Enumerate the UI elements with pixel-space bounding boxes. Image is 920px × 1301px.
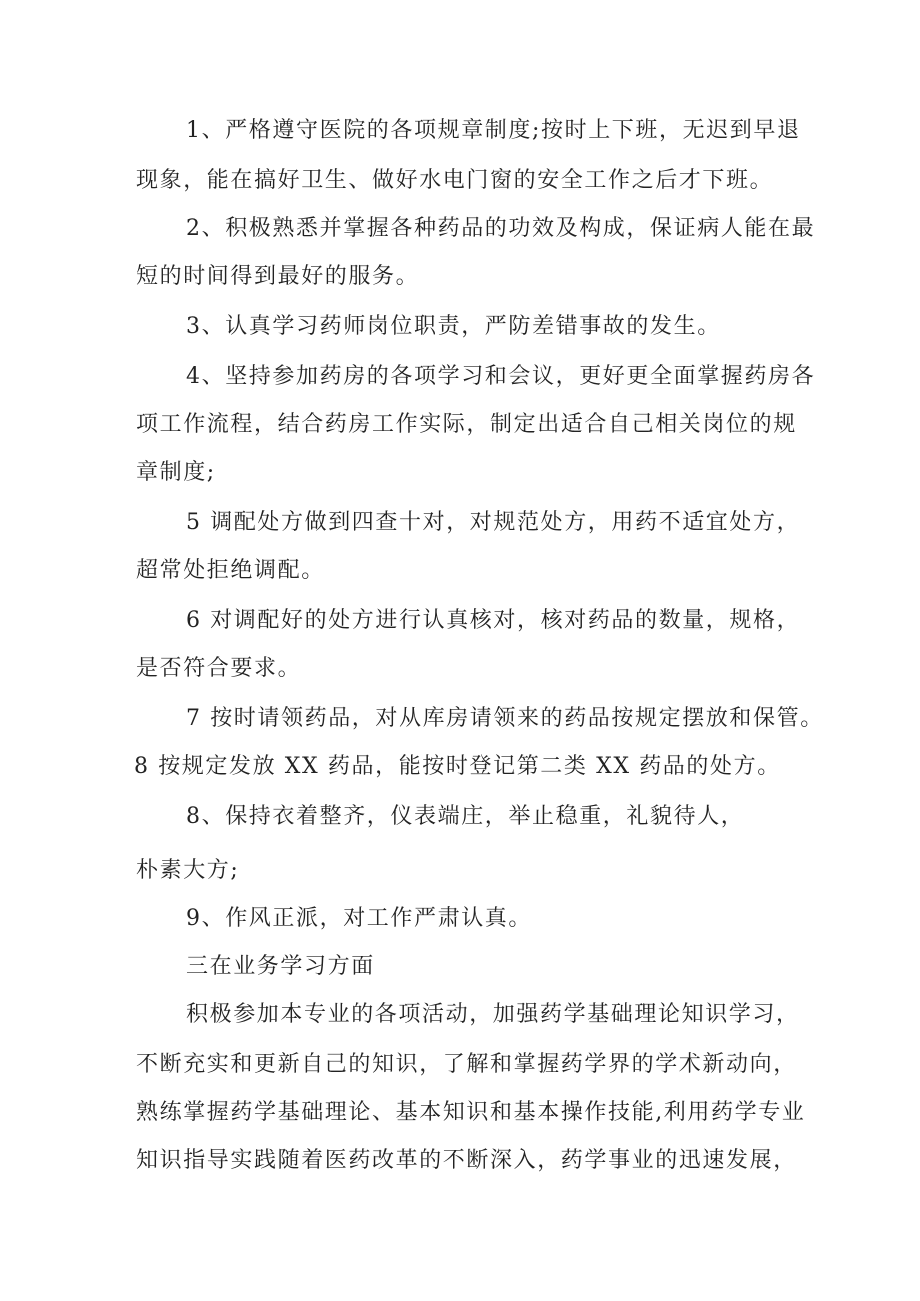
paragraph-11-line-3: 熟练掌握药学基础理论、基本知识和基本操作技能,利用药学专业 bbox=[136, 1100, 806, 1125]
paragraph-8-line-1: 8 按规定发放 XX 药品，能按时登记第二类 XX 药品的处方。 bbox=[134, 754, 781, 779]
paragraph-1-line-1: 1、严格遵守医院的各项规章制度;按时上下班，无迟到早退 bbox=[186, 118, 801, 143]
paragraph-11-line-2: 不断充实和更新自己的知识，了解和掌握药学界的学术新动向， bbox=[136, 1052, 797, 1077]
section-heading: 三在业务学习方面 bbox=[186, 954, 375, 979]
paragraph-10-line-1: 9、作风正派，对工作严肃认真。 bbox=[186, 906, 532, 931]
paragraph-9-line-2: 朴素大方; bbox=[136, 858, 240, 883]
paragraph-5-line-2: 超常处拒绝调配。 bbox=[136, 558, 325, 583]
paragraph-11-line-4: 知识指导实践随着医药改革的不断深入，药学事业的迅速发展， bbox=[136, 1148, 797, 1173]
paragraph-9-line-1: 8、保持衣着整齐，仪表端庄，举止稳重，礼貌待人， bbox=[186, 804, 745, 829]
paragraph-2-line-1: 2、积极熟悉并掌握各种药品的功效及构成，保证病人能在最 bbox=[186, 216, 816, 241]
paragraph-4-line-3: 章制度; bbox=[136, 460, 216, 485]
paragraph-4-line-2: 项工作流程，结合药房工作实际，制定出适合自己相关岗位的规 bbox=[136, 412, 797, 437]
paragraph-7-line-1: 7 按时请领药品，对从库房请领来的药品按规定摆放和保管。 bbox=[186, 706, 824, 731]
paragraph-2-line-2: 短的时间得到最好的服务。 bbox=[136, 264, 420, 289]
paragraph-6-line-2: 是否符合要求。 bbox=[136, 656, 302, 681]
paragraph-11-line-1: 积极参加本专业的各项活动，加强药学基础理论知识学习， bbox=[186, 1002, 800, 1027]
paragraph-3-line-1: 3、认真学习药师岗位职责，严防差错事故的发生。 bbox=[186, 314, 721, 339]
paragraph-1-line-2: 现象，能在搞好卫生、做好水电门窗的安全工作之后才下班。 bbox=[136, 168, 774, 193]
paragraph-6-line-1: 6 对调配好的处方进行认真核对，核对药品的数量，规格， bbox=[186, 608, 801, 633]
paragraph-4-line-1: 4、坚持参加药房的各项学习和会议，更好更全面掌握药房各 bbox=[186, 364, 816, 389]
paragraph-5-line-1: 5 调配处方做到四查十对，对规范处方，用药不适宜处方， bbox=[186, 510, 801, 535]
